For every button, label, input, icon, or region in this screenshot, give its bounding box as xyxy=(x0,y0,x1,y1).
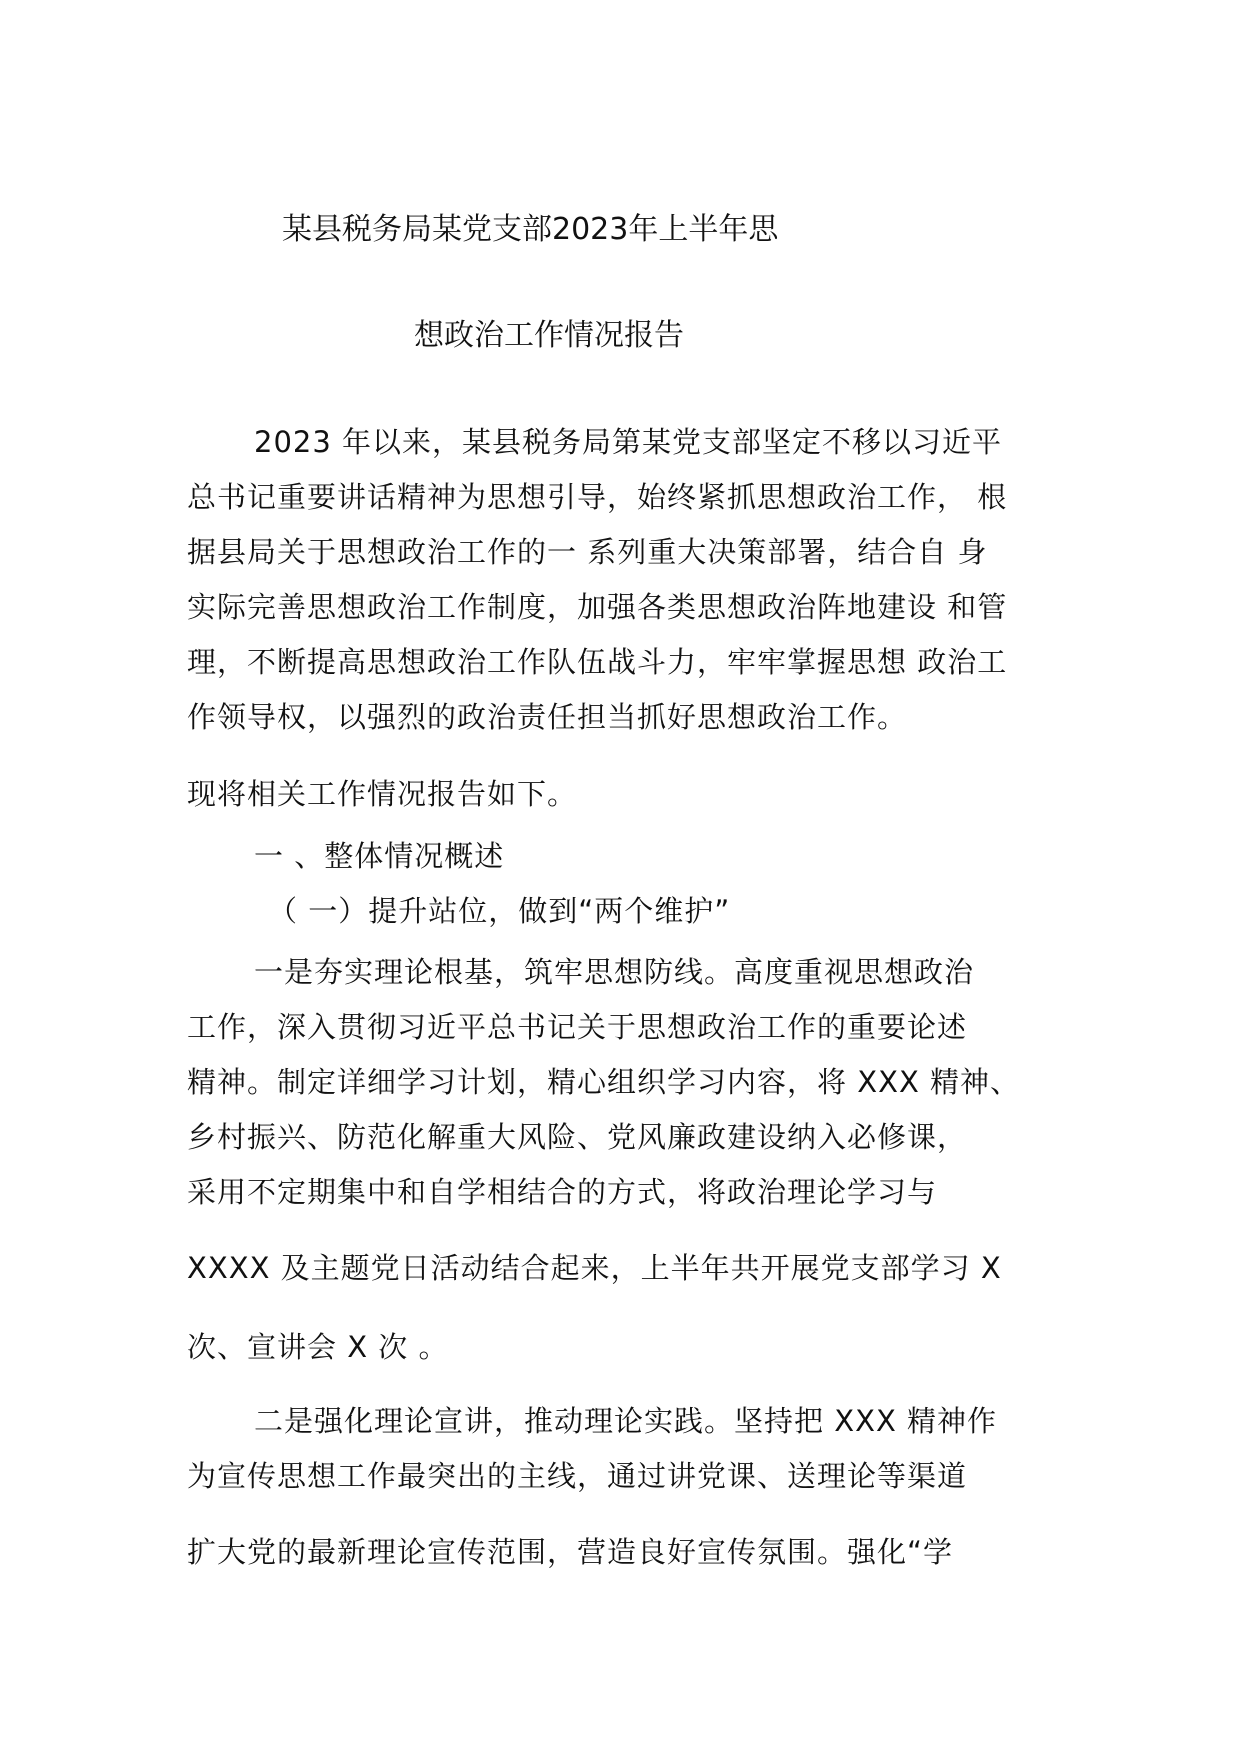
body-line-10: 精神。制定详细学习计划，精心组织学习内容，将 XXX 精神、 xyxy=(187,1065,1021,1099)
body-line-2: 总书记重要讲话精神为思想引导，始终紧抓思想政治工作， 根 xyxy=(187,480,1008,514)
body-line-14: 次、宣讲会 X 次 。 xyxy=(187,1330,449,1364)
body-line-8: 一是夯实理论根基，筑牢思想防线。高度重视思想政治 xyxy=(254,955,975,989)
body-line-11: 乡村振兴、防范化解重大风险、党风廉政建设纳入必修课， xyxy=(187,1120,968,1154)
body-line-5: 理，不断提高思想政治工作队伍战斗力，牢牢掌握思想 政治工 xyxy=(187,645,1008,679)
body-line-9: 工作，深入贯彻习近平总书记关于思想政治工作的重要论述 xyxy=(187,1010,968,1044)
body-line-15: 二是强化理论宣讲，推动理论实践。坚持把 XXX 精神作 xyxy=(254,1404,998,1438)
document-title-line-1: 某县税务局某党支部2023年上半年思 xyxy=(282,212,779,247)
body-line-6: 作领导权，以强烈的政治责任担当抓好思想政治工作。 xyxy=(187,700,908,734)
body-line-4: 实际完善思想政治工作制度，加强各类思想政治阵地建设 和管 xyxy=(187,590,1008,624)
body-line-16: 为宣传思想工作最突出的主线，通过讲党课、送理论等渠道 xyxy=(187,1459,968,1493)
subsection-heading-1: （ 一）提升站位，做到“两个维护” xyxy=(268,894,731,928)
body-line-12: 采用不定期集中和自学相结合的方式，将政治理论学习与 xyxy=(187,1175,938,1209)
section-heading-1: 一 、整体情况概述 xyxy=(254,839,505,873)
body-line-1: 2023 年以来，某县税务局第某党支部坚定不移以习近平 xyxy=(254,425,1003,459)
body-line-3: 据县局关于思想政治工作的一 系列重大决策部署，结合自 身 xyxy=(187,535,988,569)
document-title-line-2: 想政治工作情况报告 xyxy=(414,318,684,353)
body-line-17: 扩大党的最新理论宣传范围，营造良好宣传氛围。强化“学 xyxy=(187,1535,954,1569)
body-line-13: XXXX 及主题党日活动结合起来，上半年共开展党支部学习 X xyxy=(187,1251,1002,1285)
body-line-7: 现将相关工作情况报告如下。 xyxy=(187,777,578,811)
